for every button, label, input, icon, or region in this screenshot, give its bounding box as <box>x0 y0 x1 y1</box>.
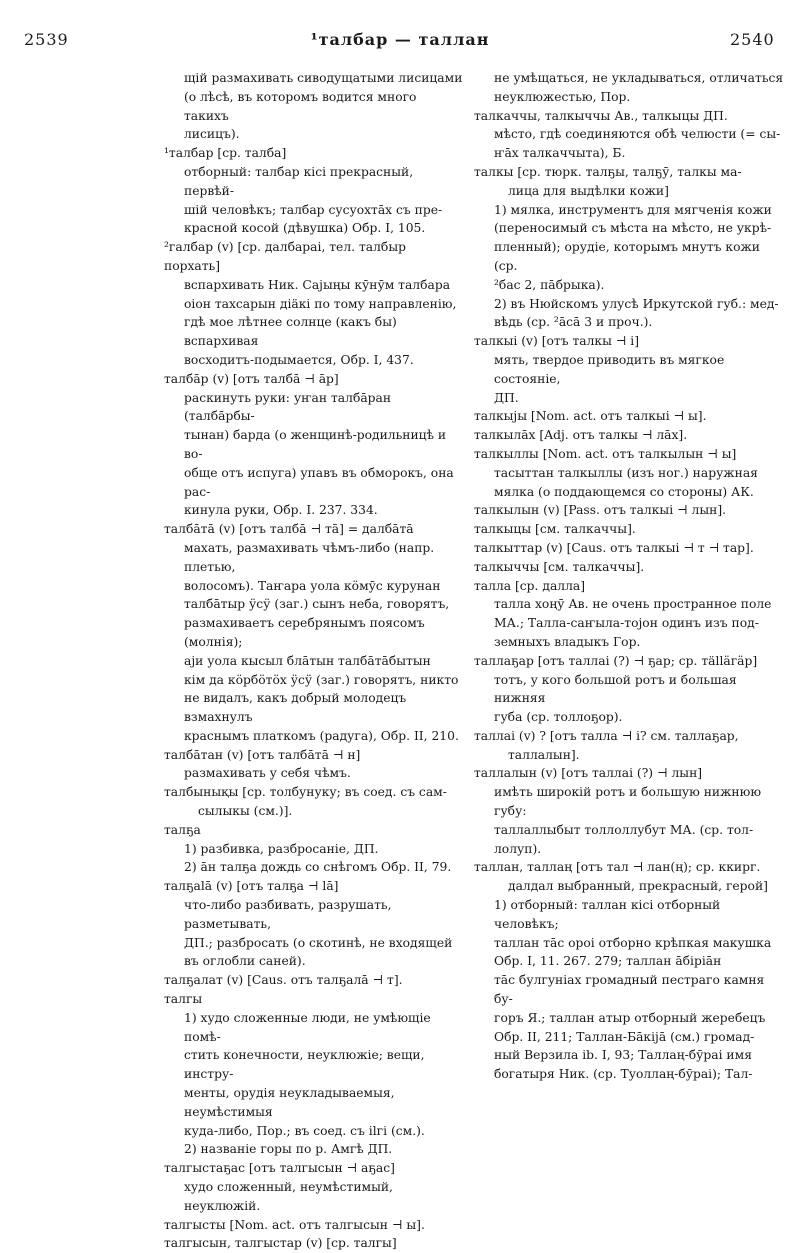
dictionary-definition-line: тотъ, у кого большой ротъ и большая нижняя <box>494 672 737 706</box>
dictionary-definition-line: куда-либо, Пор.; въ соед. съ ilгi (см.). <box>184 1123 425 1138</box>
dictionary-definition-line: вспархивать Ник. Сајыңы кӯнӯм талбара <box>184 277 451 292</box>
dictionary-definition-line: ²бас 2, пāбрыка). <box>494 277 605 292</box>
dictionary-definition-line: лисицъ). <box>184 127 240 142</box>
dictionary-definition-line: лица для выдѣлки кожи] <box>508 183 669 198</box>
dictionary-definition-line: горъ Я.; таллан атыр отборный жеребецъ <box>494 1010 766 1025</box>
dictionary-headword-line: таллалын (v) [отъ таллаі (?) ⊣ лын] <box>474 766 703 781</box>
dictionary-definition-line: лолуп). <box>494 841 542 856</box>
dictionary-headword-line: талкыттар (v) [Caus. отъ талкыі ⊣ т ⊣ тар]. <box>474 540 754 555</box>
right-column <box>474 69 784 1084</box>
dictionary-definition-line: земныхъ владыкъ Гор. <box>494 634 641 649</box>
dictionary-definition-line: далдал выбранный, прекрасный, герой] <box>508 879 768 894</box>
dictionary-definition-line: талла хоңӯ Ав. не очень пространное поле <box>494 597 772 612</box>
dictionary-definition-line: оіон тахсарын дiäкi по тому направленію, <box>184 296 457 311</box>
dictionary-definition-line: кинула руки, Обр. I. 237. 334. <box>184 503 378 518</box>
dictionary-definition-line: Обр. II, 211; Таллан-Бāкijā (см.) громад- <box>494 1029 755 1044</box>
dictionary-definition-line: обще отъ испуга) упавъ въ обморокъ, она рас- <box>184 465 454 499</box>
dictionary-headword-line: талкыччы [см. талкаччы]. <box>474 559 645 574</box>
dictionary-headword-line: талкыі (v) [отъ талкы ⊣ і] <box>474 334 639 349</box>
dictionary-definition-line: раскинуть руки: уҥан талбāран (талбāрбы- <box>184 390 392 424</box>
dictionary-headword-line: талбāтā (v) [отъ талбā ⊣ тā] = далбāтā <box>164 522 414 537</box>
dictionary-headword-line: талкы [ср. тюрк. талҕы, талҕӯ, талкы ма- <box>474 164 742 179</box>
dictionary-definition-line: аји уола кысыл блāтын талбāтāбытын <box>184 653 431 668</box>
dictionary-definition-line: 2) āн талҕа дождь со снѣгомъ Обр. II, 79. <box>184 860 452 875</box>
dictionary-headword-line: талкаччы, талкыччы Ав., талкыцы ДП. <box>474 108 728 123</box>
dictionary-headword-line: талгыстаҕас [отъ талгысын ⊣ аҕас] <box>164 1161 395 1176</box>
dictionary-headword-line: талкылāх [Adj. отъ талкы ⊣ лāх]. <box>474 428 688 443</box>
dictionary-definition-line: таллаллыбыт толлоллубут МА. (ср. тол- <box>494 822 754 837</box>
dictionary-definition-line: таллан тāс ороі отборно крѣпкая макушка <box>494 935 772 950</box>
dictionary-definition-line: шій человѣкъ; талбар сусуохтāх съ пре- <box>184 202 443 217</box>
dictionary-definition-line: 1) мялка, инструментъ для мягченія кожи <box>494 202 772 217</box>
dictionary-headword-line: талкыцы [см. талкаччы]. <box>474 522 636 537</box>
dictionary-definition-line: тāс булгуніах громадный пестраго камня бу- <box>494 973 765 1007</box>
dictionary-headword-line: ²галбар (v) [ср. далбараі, тел. талбыр порхать] <box>164 240 406 273</box>
dictionary-definition-line: ный Верзила ib. I, 93; Таллаң-бӯраі имя <box>494 1048 752 1063</box>
dictionary-definition-line: МА.; Талла-саҥыла-тојон одинъ изъ под- <box>494 616 759 631</box>
dictionary-headword-line: талгы <box>164 992 203 1007</box>
dictionary-definition-line: стить конечности, неуклюжіе; вещи, инстру- <box>184 1048 425 1082</box>
dictionary-definition-line: гдѣ мое лѣтнее солнце (какъ бы) вспархивая <box>184 315 397 349</box>
dictionary-definition-line: неуклюжестью, Пор. <box>494 89 631 104</box>
dictionary-headword-line: талкыјы [Nom. act. отъ талкыі ⊣ ы]. <box>474 409 707 424</box>
dictionary-definition-line: 1) худо сложенные люди, не умѣющіе помѣ- <box>184 1010 431 1044</box>
dictionary-headword-line: талкылын (v) [Pass. отъ талкыі ⊣ лын]. <box>474 503 727 518</box>
page-header <box>0 30 800 56</box>
dictionary-definition-line: мялка (о поддающемся со стороны) АК. <box>494 484 754 499</box>
dictionary-definition-line: таллалын]. <box>508 747 580 762</box>
dictionary-definition-line: не видалъ, какъ добрый молодецъ взмахнулъ <box>184 691 407 725</box>
dictionary-headword-line: талҕа <box>164 822 201 837</box>
dictionary-definition-line: что-либо разбивать, разрушать, разметывать, <box>184 898 392 931</box>
dictionary-headword-line: таллаі (v) ? [отъ талла ⊣ і? см. таллаҕар, <box>474 728 739 743</box>
dictionary-definition-line: щій размахивать сиводущатыми лисицами <box>184 71 463 85</box>
dictionary-headword-line: талкыллы [Nom. act. отъ талкылын ⊣ ы] <box>474 446 737 461</box>
dictionary-definition-line: размахивать у себя чѣмъ. <box>184 766 351 781</box>
dictionary-definition-line: 1) отборный: таллан кісі отборный человѣкъ; <box>494 898 721 931</box>
dictionary-definition-line: богатыря Ник. (ср. Туоллаң-бӯраі); Тал- <box>494 1067 753 1082</box>
dictionary-headword-line: таллан, таллаң [отъ тал ⊣ лан(ң); ср. ккирг. <box>474 860 761 875</box>
dictionary-definition-line: мять, твердое приводить въ мягкое состояніе, <box>494 352 725 386</box>
dictionary-definition-line: сылыкы (см.)]. <box>198 804 293 819</box>
dictionary-definition-line: пленный); орудіе, которымъ мнутъ кожи (ср. <box>494 240 760 273</box>
dictionary-definition-line: тасыттан талкыллы (изъ ног.) наружная <box>494 465 758 480</box>
dictionary-definition-line: (о лѣсѣ, въ которомъ водится много такихъ <box>184 89 417 123</box>
dictionary-headword-line: талбāр (v) [отъ талбā ⊣ āр] <box>164 371 339 386</box>
dictionary-definition-line: 2) въ Нюйскомъ улусѣ Иркутской губ.: мед- <box>494 296 779 311</box>
dictionary-definition-line: не умѣщаться, не укладываться, отличаться <box>494 71 784 85</box>
dictionary-definition-line: тынан) барда (о женщинѣ-родильницѣ и во- <box>184 428 447 461</box>
dictionary-headword-line: талгысын, талгыстар (v) [ср. талгы] <box>164 1236 397 1251</box>
dictionary-definition-line: губа (ср. толлоҕор). <box>494 710 623 725</box>
dictionary-headword-line: таллаҕар [отъ таллаі (?) ⊣ ҕар; ср. тällӓгӓр] <box>474 653 758 668</box>
page-number-right: 2540 <box>730 30 775 49</box>
dictionary-headword-line: талбынықы [ср. толбунуку; въ соед. съ сам- <box>164 785 447 800</box>
dictionary-headword-line: талгысты [Nom. act. отъ талгысын ⊣ ы]. <box>164 1217 425 1232</box>
running-head: ¹талбар — таллан <box>310 30 490 49</box>
dictionary-definition-line: талбāтыр ӱсӱ (заг.) сынъ неба, говорятъ, <box>184 597 450 612</box>
dictionary-definition-line: восходитъ-подымается, Обр. I, 437. <box>184 352 414 367</box>
dictionary-definition-line: 1) разбивка, разбросаніе, ДП. <box>184 841 379 856</box>
dictionary-definition-line: отборный: талбар кісі прекрасный, первѣй- <box>184 164 414 198</box>
dictionary-definition-line: ДП.; разбросать (о скотинѣ, не входящей <box>184 935 453 950</box>
dictionary-definition-line: краснымъ платкомъ (радуга), Обр. II, 210. <box>184 728 459 743</box>
dictionary-definition-line: махать, размахивать чѣмъ-либо (напр. плетью, <box>184 540 435 574</box>
dictionary-definition-line: кім да кӧрбӧтӧх ӱсӱ (заг.) говорятъ, никто <box>184 672 459 687</box>
dictionary-definition-line: ҥāх талкаччыта), Б. <box>494 146 626 161</box>
dictionary-definition-line: волосомъ). Таҥара уола кӧмӯс курунан <box>184 578 441 593</box>
dictionary-definition-line: ДП. <box>494 390 519 405</box>
dictionary-definition-line: вѣдь (ср. ²āсā 3 и проч.). <box>494 315 653 330</box>
dictionary-definition-line: худо сложенный, неумѣстимый, неуклюжій. <box>184 1180 393 1213</box>
dictionary-definition-line: Обр. I, 11. 267. 279; таллан āбірiāн <box>494 954 722 969</box>
dictionary-headword-line: ¹талбар [ср. талба] <box>164 146 287 161</box>
dictionary-definition-line: имѣть широкій ротъ и большую нижнюю губу: <box>494 785 762 819</box>
dictionary-definition-line: 2) названіе горы по р. Амгѣ ДП. <box>184 1142 393 1157</box>
page-number-left: 2539 <box>24 30 69 49</box>
dictionary-definition-line: мѣсто, гдѣ соединяются обѣ челюсти (= сы- <box>494 127 781 142</box>
dictionary-headword-line: талла [ср. далла] <box>474 578 586 593</box>
dictionary-headword-line: талҕаlā (v) [отъ талҕа ⊣ lā] <box>164 879 339 894</box>
dictionary-definition-line: красной косой (дѣвушка) Обр. I, 105. <box>184 221 426 236</box>
dictionary-definition-line: размахиваетъ серебрянымъ поясомъ (молнія); <box>184 616 425 649</box>
dictionary-headword-line: талбāтан (v) [отъ талбāтā ⊣ н] <box>164 747 361 762</box>
left-column <box>164 69 464 1253</box>
dictionary-headword-line: талҕалат (v) [Caus. отъ талҕалā ⊣ т]. <box>164 973 403 988</box>
dictionary-definition-line: (переносимый съ мѣста на мѣсто, не укрѣ- <box>494 221 772 236</box>
dictionary-definition-line: менты, орудія неукладываемыя, неумѣстимыя <box>184 1086 395 1119</box>
dictionary-definition-line: въ оглобли саней). <box>184 954 306 969</box>
